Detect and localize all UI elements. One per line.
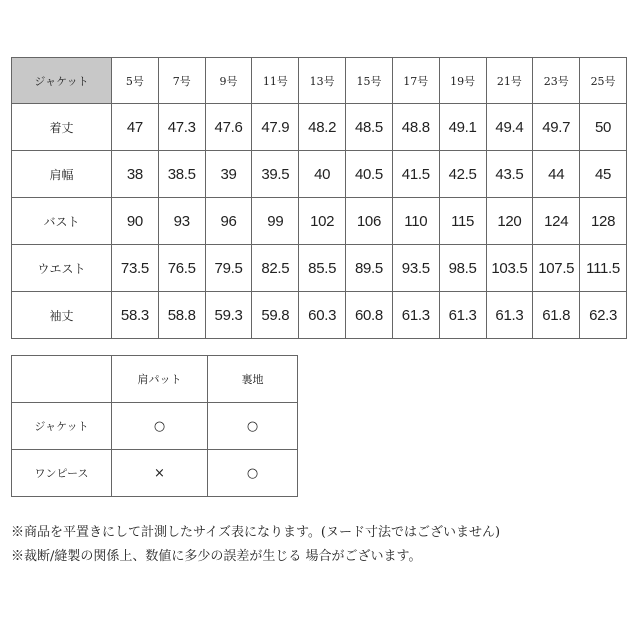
row-label: ウエスト bbox=[12, 245, 112, 292]
measurement-cell: 47 bbox=[112, 104, 159, 151]
size-header-cell: 15号 bbox=[346, 58, 393, 104]
table-row bbox=[12, 104, 627, 151]
size-header-cell: 9号 bbox=[205, 58, 252, 104]
row-label: 着丈 bbox=[12, 104, 112, 151]
feature-mark-cell: × bbox=[112, 450, 208, 497]
measurement-cell: 103.5 bbox=[486, 245, 533, 292]
measurement-cell: 42.5 bbox=[439, 151, 486, 198]
measurement-cell: 93.5 bbox=[392, 245, 439, 292]
measurement-cell: 38.5 bbox=[158, 151, 205, 198]
feature-header-row bbox=[12, 356, 298, 403]
measurement-cell: 58.3 bbox=[112, 292, 159, 339]
measurement-cell: 41.5 bbox=[392, 151, 439, 198]
measurement-cell: 39 bbox=[205, 151, 252, 198]
measurement-cell: 48.5 bbox=[346, 104, 393, 151]
size-table-corner-label: ジャケット bbox=[12, 58, 112, 104]
table-row bbox=[12, 245, 627, 292]
measurement-cell: 99 bbox=[252, 198, 299, 245]
size-header-cell: 23号 bbox=[533, 58, 580, 104]
measurement-cell: 98.5 bbox=[439, 245, 486, 292]
measurement-cell: 49.1 bbox=[439, 104, 486, 151]
measurement-cell: 62.3 bbox=[580, 292, 627, 339]
tolerance-note: ※裁断/縫製の関係上、数値に多少の誤差が生じる 場合がございます。 bbox=[11, 549, 422, 564]
measurement-cell: 40.5 bbox=[346, 151, 393, 198]
feature-header-cell: 肩パット bbox=[112, 356, 208, 403]
measurement-cell: 111.5 bbox=[580, 245, 627, 292]
measurement-cell: 47.3 bbox=[158, 104, 205, 151]
measurement-cell: 110 bbox=[392, 198, 439, 245]
measurement-cell: 120 bbox=[486, 198, 533, 245]
measurement-cell: 93 bbox=[158, 198, 205, 245]
size-header-cell: 7号 bbox=[158, 58, 205, 104]
feature-mark-cell: ○ bbox=[208, 403, 298, 450]
feature-mark-cell: ○ bbox=[112, 403, 208, 450]
measurement-cell: 107.5 bbox=[533, 245, 580, 292]
measurement-cell: 39.5 bbox=[252, 151, 299, 198]
measurement-cell: 76.5 bbox=[158, 245, 205, 292]
feature-mark-cell: ○ bbox=[208, 450, 298, 497]
measurement-cell: 106 bbox=[346, 198, 393, 245]
size-header-cell: 17号 bbox=[392, 58, 439, 104]
size-header-cell: 11号 bbox=[252, 58, 299, 104]
table-row bbox=[12, 151, 627, 198]
row-label: 肩幅 bbox=[12, 151, 112, 198]
measurement-cell: 96 bbox=[205, 198, 252, 245]
table-row bbox=[12, 292, 627, 339]
row-label: ワンピース bbox=[12, 450, 112, 497]
size-header-cell: 5号 bbox=[112, 58, 159, 104]
size-table bbox=[11, 57, 627, 339]
measurement-cell: 102 bbox=[299, 198, 346, 245]
measurement-cell: 124 bbox=[533, 198, 580, 245]
measurement-note: ※商品を平置きにして計測したサイズ表になります。(ヌード寸法ではございません) bbox=[11, 525, 501, 540]
measurement-cell: 45 bbox=[580, 151, 627, 198]
measurement-cell: 40 bbox=[299, 151, 346, 198]
measurement-cell: 43.5 bbox=[486, 151, 533, 198]
table-row bbox=[12, 450, 298, 497]
measurement-cell: 85.5 bbox=[299, 245, 346, 292]
measurement-cell: 128 bbox=[580, 198, 627, 245]
measurement-cell: 47.9 bbox=[252, 104, 299, 151]
table-row bbox=[12, 198, 627, 245]
measurement-cell: 48.8 bbox=[392, 104, 439, 151]
measurement-cell: 73.5 bbox=[112, 245, 159, 292]
measurement-cell: 89.5 bbox=[346, 245, 393, 292]
measurement-cell: 60.8 bbox=[346, 292, 393, 339]
size-header-cell: 19号 bbox=[439, 58, 486, 104]
measurement-cell: 60.3 bbox=[299, 292, 346, 339]
size-header-cell: 25号 bbox=[580, 58, 627, 104]
measurement-cell: 58.8 bbox=[158, 292, 205, 339]
measurement-cell: 115 bbox=[439, 198, 486, 245]
row-label: バスト bbox=[12, 198, 112, 245]
measurement-cell: 79.5 bbox=[205, 245, 252, 292]
measurement-cell: 49.7 bbox=[533, 104, 580, 151]
feature-header-cell: 裏地 bbox=[208, 356, 298, 403]
size-header-row bbox=[12, 58, 627, 104]
measurement-cell: 59.8 bbox=[252, 292, 299, 339]
measurement-cell: 61.3 bbox=[392, 292, 439, 339]
feature-table bbox=[11, 355, 298, 497]
measurement-cell: 44 bbox=[533, 151, 580, 198]
measurement-cell: 90 bbox=[112, 198, 159, 245]
row-label: ジャケット bbox=[12, 403, 112, 450]
measurement-cell: 61.8 bbox=[533, 292, 580, 339]
size-header-cell: 21号 bbox=[486, 58, 533, 104]
measurement-cell: 49.4 bbox=[486, 104, 533, 151]
measurement-cell: 47.6 bbox=[205, 104, 252, 151]
measurement-cell: 48.2 bbox=[299, 104, 346, 151]
measurement-cell: 38 bbox=[112, 151, 159, 198]
measurement-cell: 61.3 bbox=[486, 292, 533, 339]
size-header-cell: 13号 bbox=[299, 58, 346, 104]
measurement-cell: 50 bbox=[580, 104, 627, 151]
table-row bbox=[12, 403, 298, 450]
measurement-cell: 61.3 bbox=[439, 292, 486, 339]
measurement-cell: 59.3 bbox=[205, 292, 252, 339]
feature-table-corner bbox=[12, 356, 112, 403]
row-label: 袖丈 bbox=[12, 292, 112, 339]
measurement-cell: 82.5 bbox=[252, 245, 299, 292]
